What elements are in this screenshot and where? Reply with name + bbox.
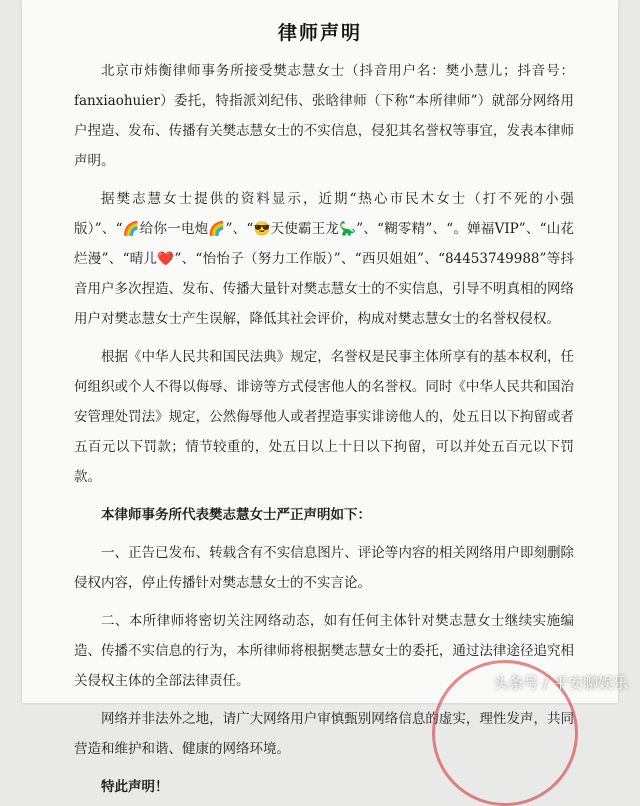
paragraph-item-one: 一、正告已发布、转载含有不实信息图片、评论等内容的相关网络用户即刻删除侵权内容，停止传播针对樊志慧女士的不实言论。 [74, 545, 574, 591]
paragraph-statement-heading: 本律师事务所代表樊志慧女士严正声明如下： [101, 507, 371, 523]
paragraph-legal-basis: 根据《中华人民共和国民法典》规定，名誉权是民事主体所享有的基本权利，任何组织或个人不得以侮辱、诽谤等方式侵害他人的名誉权。同时《中华人民共和国治安管理处罚法》规定，公然侮辱他人或者捏造事实诽谤他人的，处五日以下拘留或者五百元以下罚款；情节较重的，处五日以上十日以下拘留，可以并处五百元以下罚款。 [74, 349, 574, 485]
watermark-text: 头条号 / 平安聊娱乐 [493, 674, 628, 692]
document-page [22, 0, 618, 795]
paragraph-item-two: 二、本所律师将密切关注网络动态，如有任何主体针对樊志慧女士继续实施编造、传播不实信息的行为，本所律师将根据樊志慧女士的委托，通过法律途径追究相关侵权主体的全部法律责任。 [74, 613, 574, 689]
paragraph-intro: 北京市炜衡律师事务所接受樊志慧女士（抖音用户名：樊小慧儿；抖音号：fanxiaohuier）委托，特指派刘纪伟、张晗律师（下称“本所律师”）就部分网络用户捏造、发布、传播有关樊志慧女士的不实信息，侵犯其名誉权等事宜，发表本律师声明。 [74, 63, 574, 169]
document-title: 律师声明 [277, 22, 362, 44]
paragraph-closing: 网络并非法外之地，请广大网络用户审慎甄别网络信息的虚实，理性发声，共同营造和维护和谐、健康的网络环境。 [74, 711, 574, 757]
paragraph-facts: 据樊志慧女士提供的资料显示，近期“热心市民木女士（打不死的小强版）”、“🌈给你一电炮🌈”、“😎天使霸王龙🦕”、“糊零精”、“。婵福VIP”、“山花烂漫”、“晴儿❤️”、“怡怡子（努力工作版）”、“西贝姐姐”、“84453749988”等抖音用户多次捏造、发布、传播大量针对樊志慧女士的不实信息，引导不明真相的网络用户对樊志慧女士产生误解，降低其社会评价，构成对樊志慧女士的名誉权侵权。 [74, 191, 574, 327]
paragraph-sign-off: 特此声明！ [101, 779, 169, 795]
